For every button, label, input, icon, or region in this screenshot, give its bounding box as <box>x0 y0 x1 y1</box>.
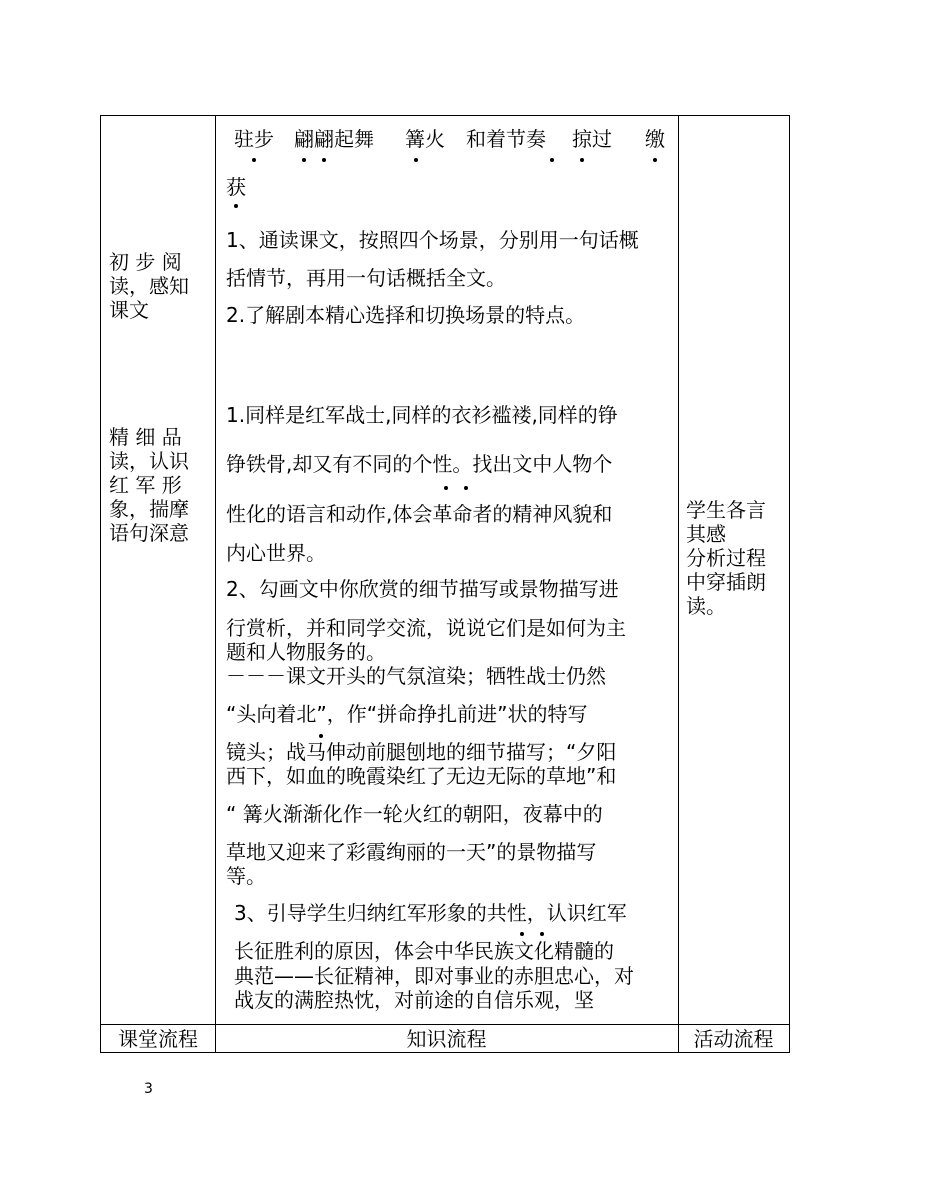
vocab-word-4: 和着节奏 <box>466 127 546 151</box>
emphasis-dot <box>234 204 238 208</box>
emphasis-dot <box>550 158 554 162</box>
p4-line7: 西下，如血的晚霞染红了无边无际的草地”和 <box>226 764 617 788</box>
col3-line5: 读。 <box>686 594 726 618</box>
p2-line1: 2.了解剧本精心选择和切换场景的特点。 <box>226 303 586 327</box>
p4-line10: 等。 <box>226 864 266 888</box>
col1-s1-line3: 课文 <box>109 298 149 322</box>
emphasis-dot <box>464 486 468 490</box>
p1-line1: 1、通读课文，按照四个场景，分别用一句话概 <box>226 228 639 252</box>
emphasis-dot <box>653 158 657 162</box>
emphasis-dot <box>414 158 418 162</box>
p5-line3: 典范——长征精神，即对事业的赤胆忠心，对 <box>234 964 634 988</box>
vocab-word-7: 获 <box>226 175 246 199</box>
page-number: 3 <box>144 1081 153 1097</box>
p3-line4: 内心世界。 <box>226 541 326 565</box>
p4-line1: 2、勾画文中你欣赏的细节描写或景物描写进 <box>226 577 619 601</box>
p3-line2: 铮铁骨,却又有不同的个性。找出文中人物个 <box>226 452 613 476</box>
col3-line2: 其感 <box>686 522 726 546</box>
vocab-word-6: 缴 <box>645 127 665 151</box>
vocab-word-5: 掠过 <box>572 127 612 151</box>
p4-line2: 行赏析，并和同学交流，说说它们是如何为主 <box>226 616 626 640</box>
p3-line3: 性化的语言和动作,体会革命者的精神风貌和 <box>226 502 613 526</box>
p4-line9: 草地又迎来了彩霞绚丽的一天”的景物描写 <box>226 840 597 864</box>
p5-line2: 长征胜利的原因，体会中华民族文化精髓的 <box>234 939 614 963</box>
emphasis-dot <box>580 158 584 162</box>
emphasis-dot <box>444 486 448 490</box>
col1-s1-line2: 读，感知 <box>109 274 189 298</box>
col1-s2-line3: 红 军 形 <box>109 473 182 497</box>
emphasis-dot <box>540 932 544 936</box>
emphasis-dot <box>322 158 326 162</box>
p4-line3: 题和人物服务的。 <box>226 640 386 664</box>
p4-line5: “头向着北”，作“拼命挣扎前进”状的特写 <box>226 702 588 726</box>
footer-class-flow: 课堂流程 <box>118 1027 198 1051</box>
vocab-word-3: 篝火 <box>405 127 445 151</box>
col1-s1-line1: 初 步 阅 <box>109 250 182 274</box>
col1-s2-line1: 精 细 品 <box>109 425 182 449</box>
footer-activity-flow: 活动流程 <box>693 1027 774 1051</box>
p4-line8: “ 篝火渐渐化作一轮火红的朝阳，夜幕中的 <box>226 802 603 826</box>
p5-line1: 3、引导学生归纳红军形象的共性，认识红军 <box>234 901 627 925</box>
col1-s2-line2: 读，认识 <box>109 449 189 473</box>
col3-line4: 中穿插朗 <box>686 570 766 594</box>
p4-line6: 镜头；战马伸动前腿刨地的细节描写；“夕阳 <box>226 740 617 764</box>
col3-line3: 分析过程 <box>686 546 766 570</box>
vocab-word-2: 翩翩起舞 <box>294 127 374 151</box>
p5-line4: 战友的满腔热忱，对前途的自信乐观，坚 <box>234 988 594 1012</box>
emphasis-dot <box>252 158 256 162</box>
footer-knowledge-flow: 知识流程 <box>406 1027 487 1051</box>
p4-line4: －－－课文开头的气氛渲染；牺牲战士仍然 <box>226 664 606 688</box>
emphasis-dot <box>319 734 323 738</box>
emphasis-dot <box>520 932 524 936</box>
col3-line1: 学生各言 <box>686 498 766 522</box>
emphasis-dot <box>302 158 306 162</box>
vocab-word-1: 驻步 <box>234 127 274 151</box>
p3-line1: 1.同样是红军战士,同样的衣衫褴褛,同样的铮 <box>226 403 618 427</box>
col1-s2-line5: 语句深意 <box>109 521 189 545</box>
p1-line2: 括情节，再用一句话概括全文。 <box>226 266 506 290</box>
col1-s2-line4: 象，揣摩 <box>109 497 189 521</box>
